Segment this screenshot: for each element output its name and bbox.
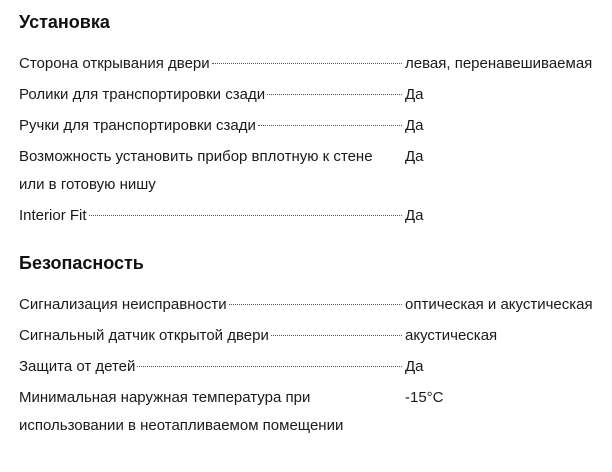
dotted-leader xyxy=(267,93,402,95)
spec-value: левая, перенавешиваемая xyxy=(405,55,593,72)
spec-row-child-lock xyxy=(19,353,609,381)
spec-label: Минимальная наружная температура при использовании в неотапливаемом помещении xyxy=(19,389,344,434)
spec-label: Защита от детей xyxy=(19,358,136,375)
spec-value: Да xyxy=(405,86,424,103)
spec-list xyxy=(19,291,609,440)
spec-value: акустическая xyxy=(405,327,498,344)
spec-value: Да xyxy=(405,207,424,224)
spec-row-min-temperature xyxy=(19,384,609,440)
spec-value: -15°C xyxy=(405,389,444,406)
spec-label: Ролики для транспортировки сзади xyxy=(19,86,266,103)
spec-row-door-open-sensor xyxy=(19,322,609,350)
spec-value: Да xyxy=(405,148,424,165)
dotted-leader xyxy=(89,214,402,216)
spec-row-fault-alarm xyxy=(19,291,609,319)
spec-row-handles xyxy=(19,112,609,140)
spec-value: Да xyxy=(405,117,424,134)
spec-row-door-side xyxy=(19,50,609,78)
spec-label: Сторона открывания двери xyxy=(19,55,210,72)
spec-label: Возможность установить прибор вплотную к стене или в готовую нишу xyxy=(19,148,373,193)
spec-label: Ручки для транспортировки сзади xyxy=(19,117,256,134)
spec-value: Да xyxy=(405,358,424,375)
dotted-leader xyxy=(212,62,402,64)
dotted-leader xyxy=(271,334,402,336)
spec-value: оптическая и акустическая xyxy=(405,296,593,313)
spec-label: Сигнальный датчик открытой двери xyxy=(19,327,269,344)
spec-row-rollers xyxy=(19,81,609,109)
section-installation xyxy=(19,11,609,230)
spec-label: Interior Fit xyxy=(19,207,87,224)
section-title: Установка xyxy=(19,12,110,32)
section-safety xyxy=(19,252,609,440)
spec-row-interior-fit xyxy=(19,202,609,230)
section-title: Безопасность xyxy=(19,253,144,273)
spec-list xyxy=(19,50,609,230)
dotted-leader xyxy=(229,303,402,305)
dotted-leader xyxy=(258,124,402,126)
dotted-leader xyxy=(137,365,402,367)
spec-row-flush-install xyxy=(19,143,609,199)
spec-label: Сигнализация неисправности xyxy=(19,296,227,313)
